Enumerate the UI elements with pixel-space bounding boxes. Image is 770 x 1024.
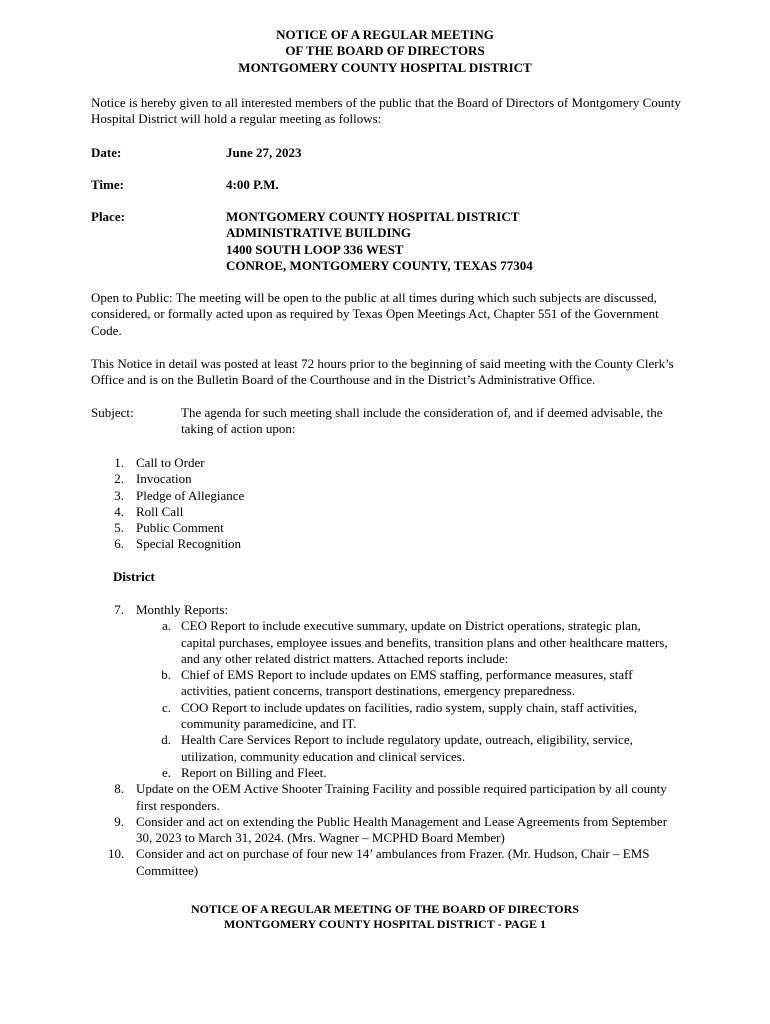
footer-line-1: NOTICE OF A REGULAR MEETING OF THE BOARD OF DIRECTORS	[191, 902, 579, 916]
item-number: 10.	[108, 846, 125, 862]
sub-item-letter: b.	[161, 667, 171, 683]
place-row	[91, 209, 533, 273]
item-number: 5.	[114, 520, 124, 536]
agenda-item	[114, 503, 681, 520]
place-label: Place:	[91, 209, 125, 224]
posting-paragraph: This Notice in detail was posted at least 72 hours prior to the beginning of said meeting with the County Clerk’s Office and is on the Bulletin Board of the Courthouse and in the District’s Administrative Office.	[91, 356, 674, 388]
item-text: Special Recognition	[136, 536, 242, 552]
place-address	[226, 209, 533, 274]
item-text: Consider and act on extending the Public Health Management and Lease Agreements from September 30, 2023 to March 31, 2024. (Mrs. Wagner – MCPHD Board Member)	[136, 813, 668, 846]
date-row	[91, 145, 302, 161]
footer-line-2: MONTGOMERY COUNTY HOSPITAL DISTRICT - PAGE 1	[223, 917, 547, 931]
place-line: MONTGOMERY COUNTY HOSPITAL DISTRICT	[226, 209, 520, 224]
sub-item	[161, 764, 676, 781]
subject-text: The agenda for such meeting shall include the consideration of, and if deemed advisable, the taking of action upon:	[181, 405, 663, 437]
item-number: 4.	[114, 503, 124, 519]
item-text: Consider and act on purchase of four new 14’ ambulances from Frazer. (Mr. Hudson, Chair – EMS Committee)	[136, 846, 650, 878]
agenda-item	[108, 846, 681, 879]
agenda-item	[114, 455, 681, 471]
item-number: 6.	[114, 536, 124, 552]
item-text: Pledge of Allegiance	[136, 487, 245, 503]
item-number: 3.	[114, 487, 124, 503]
agenda-item	[114, 487, 681, 504]
item-text: Update on the OEM Active Shooter Training Facility and possible required participation by all county first responders.	[136, 781, 667, 813]
agenda-item	[114, 813, 681, 847]
sub-item	[161, 699, 676, 733]
place-line: 1400 SOUTH LOOP 336 WEST	[226, 241, 404, 257]
item-number: 7.	[114, 602, 124, 617]
sub-item-letter: e.	[161, 764, 171, 780]
agenda-opening-list	[114, 455, 681, 553]
agenda-item	[114, 471, 681, 487]
page-footer	[0, 902, 770, 932]
intro-paragraph: Notice is hereby given to all interested members of the public that the Board of Directors of Montgomery County Hospital District will hold a regular meeting as follows:	[91, 95, 681, 127]
header-line-2: OF THE BOARD OF DIRECTORS	[285, 43, 485, 59]
place-line: CONROE, MONTGOMERY COUNTY, TEXAS 77304	[226, 257, 533, 273]
sub-item-text: Report on Billing and Fleet.	[181, 764, 327, 780]
sub-item-text: Health Care Services Report to include regulatory update, outreach, eligibility, service, utilization, community education and clinical services.	[181, 732, 633, 764]
item-text: Monthly Reports:	[136, 602, 229, 617]
time-value: 4:00 P.M.	[226, 177, 279, 192]
item-text: Invocation	[136, 471, 192, 487]
item-text: Roll Call	[136, 503, 184, 519]
item-text: Call to Order	[136, 455, 205, 470]
subject-label: Subject:	[91, 405, 134, 420]
sub-item-letter: a.	[161, 618, 171, 634]
place-line: ADMINISTRATIVE BUILDING	[226, 225, 412, 241]
open-to-public-paragraph: Open to Public: The meeting will be open to the public at all times during which such subjects are discussed, considered, or formally acted upon as required by Texas Open Meetings Act, Chapter 551 of the Government Code.	[91, 290, 659, 338]
section-heading-district: District	[113, 569, 155, 584]
date-value: June 27, 2023	[226, 145, 302, 160]
sub-item	[161, 732, 676, 765]
item-number: 9.	[114, 813, 124, 829]
item-number: 2.	[114, 471, 124, 487]
agenda-item	[114, 781, 681, 814]
sub-item-text: Chief of EMS Report to include updates on EMS staffing, performance measures, staff activities, patient concerns, transport destinations, emergency preparedness.	[181, 667, 633, 699]
agenda-item	[114, 536, 681, 552]
notice-header	[0, 27, 770, 76]
sub-item-letter: c.	[161, 699, 171, 715]
item-text: Public Comment	[136, 520, 224, 536]
time-row	[91, 177, 279, 193]
item-number: 8.	[114, 781, 124, 797]
sub-item-text: CEO Report to include executive summary, update on District operations, strategic plan, capital purchases, employee issues and benefits, transition plans and other healthcare matters, and any other related district matters. Attached reports include:	[181, 618, 668, 666]
monthly-reports-sublist	[161, 618, 676, 781]
agenda-item-monthly-reports	[114, 602, 681, 781]
header-line-1: NOTICE OF A REGULAR MEETING	[276, 27, 494, 42]
sub-item-text: COO Report to include updates on facilities, radio system, supply chain, staff activities, community paramedicine, and IT.	[181, 699, 638, 732]
header-line-3: MONTGOMERY COUNTY HOSPITAL DISTRICT	[238, 59, 532, 75]
date-label: Date:	[91, 145, 122, 160]
sub-item-letter: d.	[161, 732, 171, 748]
sub-item	[161, 667, 676, 700]
time-label: Time:	[91, 177, 124, 192]
sub-item	[161, 618, 676, 667]
agenda-district-list	[108, 602, 681, 879]
agenda-item	[114, 520, 681, 536]
item-number: 1.	[114, 455, 124, 470]
